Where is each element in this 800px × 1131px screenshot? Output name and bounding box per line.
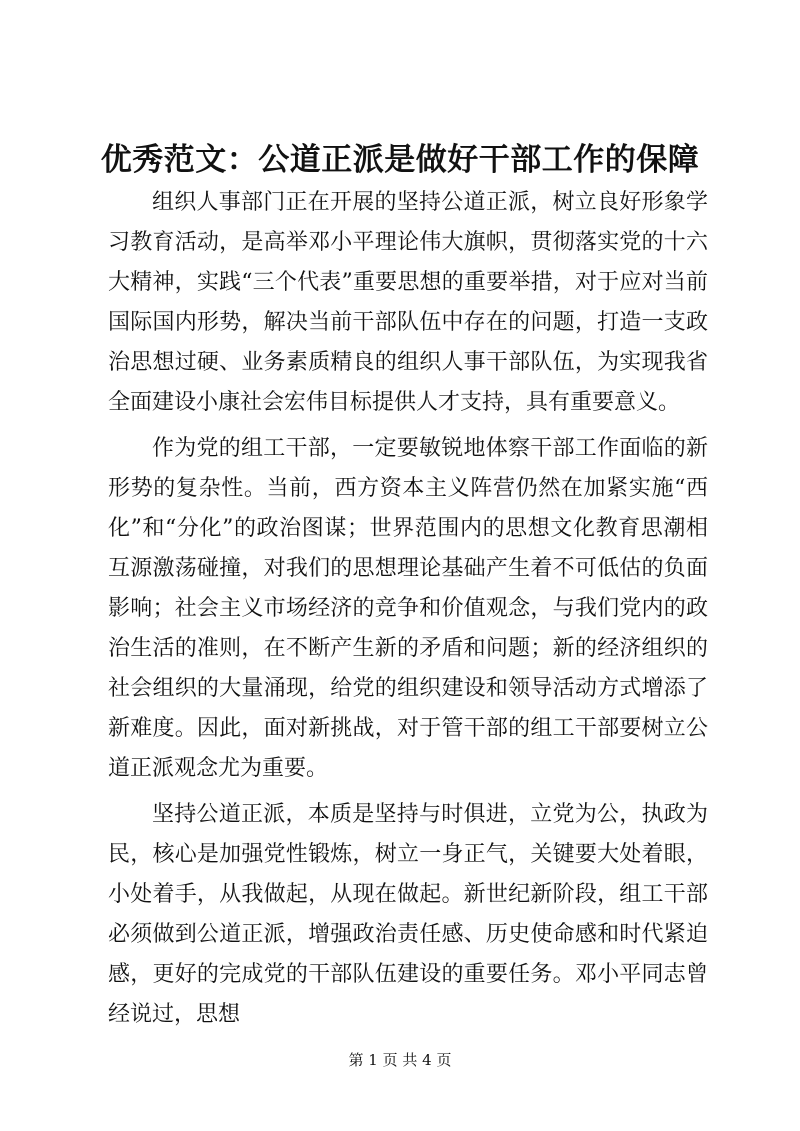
paragraph: 组织人事部门正在开展的坚持公道正派，树立良好形象学习教育活动，是高举邓小平理论伟大旗帜，贯彻落实党的十六大精神，实践“三个代表”重要思想的重要举措，对于应对当前国际国内形势，解决当前干部队伍中存在的问题，打造一支政治思想过硬、业务素质精良的组织人事干部队伍，为实现我省全面建设小康社会宏伟目标提供人才支持，具有重要意义。 [108, 190, 708, 415]
paragraph: 作为党的组工干部，一定要敏锐地体察干部工作面临的新形势的复杂性。当前，西方资本主义阵营仍然在加紧实施“西化”和“分化”的政治图谋；世界范围内的思想文化教育思潮相互源激荡碰撞，对我们的思想理论基础产生着不可低估的负面影响；社会主义市场经济的竞争和价值观念，与我们党内的政治生活的准则，在不断产生新的矛盾和问题；新的经济组织的社会组织的大量涌现，给党的组织建设和领导活动方式增添了新难度。因此，面对新挑战，对于管干部的组工干部要树立公道正派观念尤为重要。 [108, 436, 708, 781]
document-title: 优秀范文：公道正派是做好干部工作的保障 [100, 142, 700, 178]
paragraph: 坚持公道正派，本质是坚持与时俱进，立党为公，执政为民，核心是加强党性锻炼，树立一身正气，关键要大处着眼，小处着手，从我做起，从现在做起。新世纪新阶段，组工干部必须做到公道正派，增强政治责任感、历史使命感和时代紧迫感，更好的完成党的干部队伍建设的重要任务。邓小平同志曾经说过，思想 [108, 802, 708, 1027]
page-number-footer: 第 1 页 共 4 页 [348, 1051, 452, 1069]
document-body [108, 183, 708, 1035]
